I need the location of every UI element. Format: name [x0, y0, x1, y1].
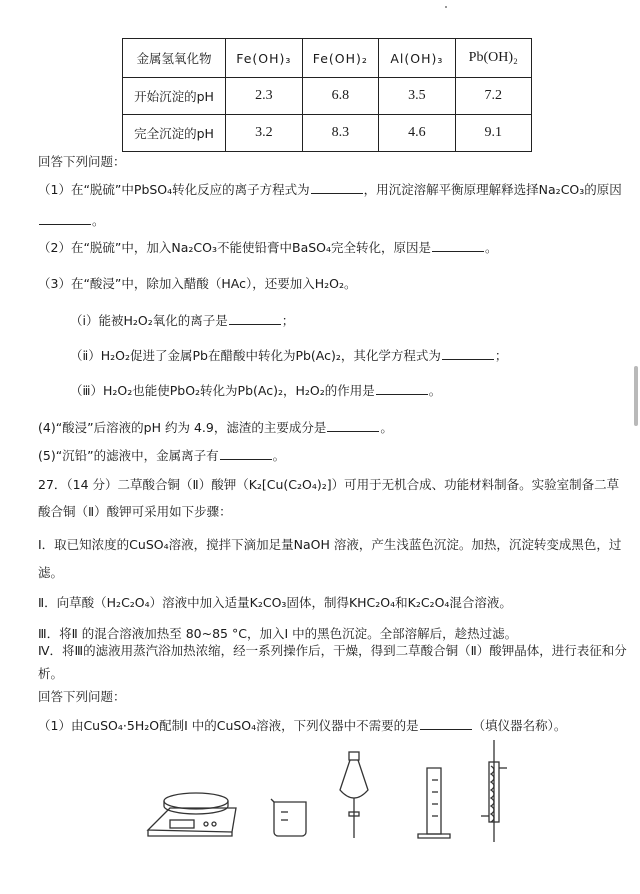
table-cell: 3.5: [379, 78, 455, 115]
table-cell: 7.2: [455, 78, 531, 115]
table-cell: 2.3: [226, 78, 303, 115]
table-cell: 4.6: [379, 115, 455, 152]
step-2: Ⅱ．向草酸（H₂C₂O₄）溶液中加入适量K₂CO₃固体，制得KHC₂O₄和K₂C₂O₄混合溶液。: [38, 595, 512, 610]
table-cell: 6.8: [302, 78, 379, 115]
beaker-icon: [271, 799, 306, 836]
text: 。: [428, 383, 442, 398]
text: ；: [494, 348, 508, 363]
text: （2）在“脱硫”中，加入Na₂CO₃不能使铅膏中BaSO₄完全转化，原因是: [38, 240, 432, 255]
text: （ⅲ）H₂O₂也能使PbO₂转化为Pb(Ac)₂，H₂O₂的作用是: [70, 383, 375, 398]
text: (5)“沉铅”的滤液中，金属离子有: [38, 448, 219, 463]
text: （1）在“脱硫”中PbSO₄转化反应的离子方程式为: [38, 182, 310, 197]
question-intro-2: 回答下列问题：: [38, 689, 126, 704]
problem-27-cont: 酸合铜（Ⅱ）酸钾可采用如下步骤：: [38, 504, 232, 519]
text: ，用沉淀溶解平衡原理解释选择Na₂CO₃的原因: [363, 182, 622, 197]
text: 。: [380, 420, 393, 435]
text: ；: [281, 313, 295, 328]
separatory-funnel-icon: [340, 752, 368, 838]
table-header-cell: Pb(OH)₂: [455, 39, 531, 78]
table-header-cell: Al(OH)₃: [379, 39, 455, 78]
text: 。: [485, 240, 498, 255]
table-cell: 开始沉淀的pH: [123, 78, 226, 115]
step-1: Ⅰ．取已知浓度的CuSO₄溶液，搅拌下滴加足量NaOH 溶液，产生浅蓝色沉淀。加热，沉淀转变成黑色，过: [38, 537, 622, 552]
table-cell: 8.3: [302, 115, 379, 152]
table-cell: 3.2: [226, 115, 303, 152]
table-header-cell: Fe(OH)₂: [302, 39, 379, 78]
condenser-icon: [481, 740, 507, 842]
problem-27: 27．（14 分）二草酸合铜（Ⅱ）酸钾（K₂[Cu(C₂O₄)₂]）可用于无机合成、功能材料制备。实验室制备二草: [38, 477, 620, 492]
step-1-cont: 滤。: [38, 565, 64, 580]
table-cell: 9.1: [455, 115, 531, 152]
text: 。: [272, 448, 286, 463]
step-3: Ⅲ．将Ⅱ 的混合溶液加热至 80~85 °C，加入Ⅰ 中的黑色沉淀。全部溶解后，趁热过滤。: [38, 626, 518, 641]
scrollbar-thumb[interactable]: [634, 366, 638, 426]
question-3: （3）在“酸浸”中，除加入醋酸（HAc），还要加入H₂O₂。: [38, 276, 357, 291]
text: （ⅰ）能被H₂O₂氧化的离子是: [70, 313, 228, 328]
table-cell: 完全沉淀的pH: [123, 115, 226, 152]
text: （1）由CuSO₄·5H₂O配制Ⅰ 中的CuSO₄溶液，下列仪器中不需要的是: [38, 718, 419, 733]
table-header-cell: 金属氢氧化物: [123, 39, 226, 78]
text: 。: [92, 213, 105, 228]
text: （填仪器名称）。: [472, 718, 567, 733]
table-header-cell: Fe(OH)₃: [226, 39, 303, 78]
text: （ⅱ）H₂O₂促进了金属Pb在醋酸中转化为Pb(Ac)₂，其化学方程式为: [70, 348, 441, 363]
question-intro: 回答下列问题：: [38, 154, 126, 169]
text: (4)“酸浸”后溶液的pH 约为 4.9，滤渣的主要成分是: [38, 420, 327, 435]
step-4-cont: 析。: [38, 666, 64, 681]
graduated-cylinder-icon: [418, 768, 450, 838]
step-4: Ⅳ．将Ⅲ的滤液用蒸汽浴加热浓缩，经一系列操作后，干燥，得到二草酸合铜（Ⅱ）酸钾晶体，进行表征和分: [38, 643, 627, 658]
electronic-balance-icon: [148, 793, 236, 836]
